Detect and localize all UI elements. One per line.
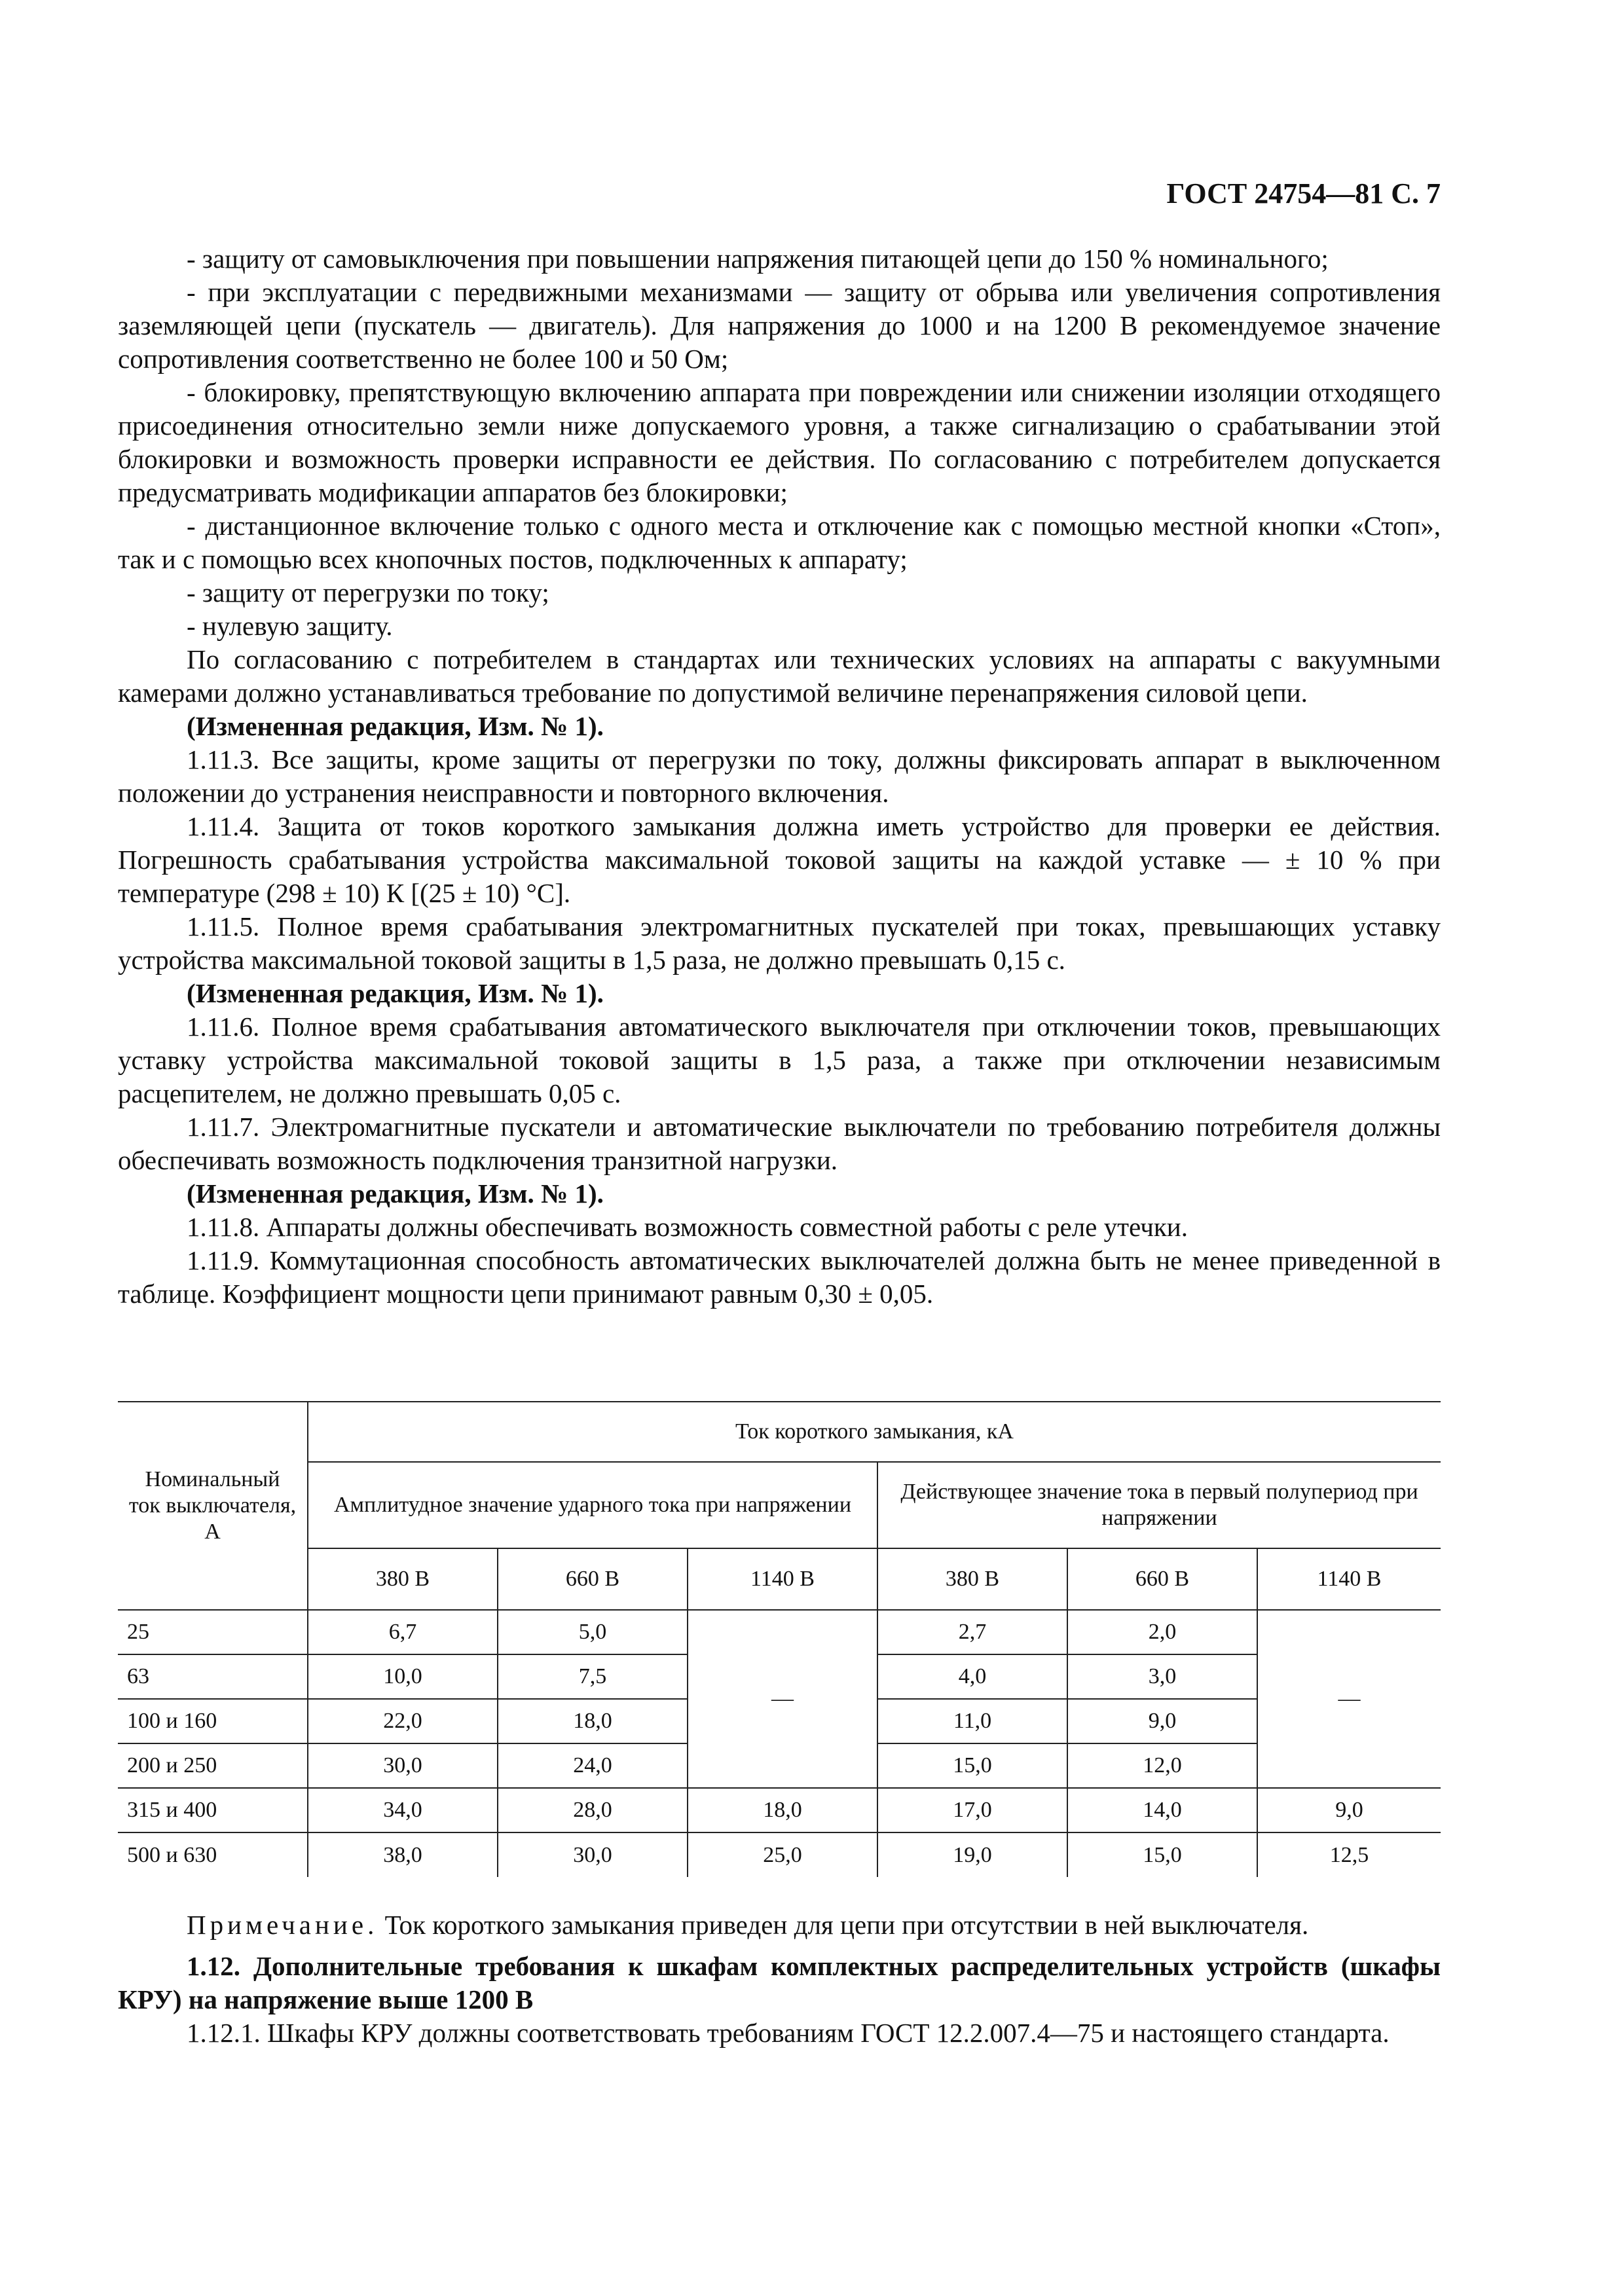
- cell-value: 2,0: [1067, 1610, 1257, 1654]
- cell-value: 25,0: [688, 1832, 877, 1877]
- table-row: [118, 1788, 1441, 1832]
- cell-value: 18,0: [498, 1699, 688, 1743]
- cell-value: 7,5: [498, 1654, 688, 1699]
- cell-value: 38,0: [308, 1832, 498, 1877]
- lower-text: [118, 1908, 1441, 2050]
- cell-value: 6,7: [308, 1610, 498, 1654]
- paragraph: 1.11.7. Электромагнитные пускатели и автоматические выключатели по требованию потребителя должны обеспечивать возможность подключения транзитной нагрузки.: [118, 1112, 1441, 1175]
- cell-value: 3,0: [1067, 1654, 1257, 1699]
- amendment-note: (Измененная редакция, Изм. № 1).: [187, 711, 604, 741]
- cell-value: 11,0: [877, 1699, 1067, 1743]
- section-title: 1.12. Дополнительные требования к шкафам комплектных распределительных устройств (шкафы КРУ) на напряжение выше 1200 В: [118, 1951, 1441, 2014]
- table-row: [118, 1832, 1441, 1877]
- paragraph: 1.12.1. Шкафы КРУ должны соответствовать требованиям ГОСТ 12.2.007.4—75 и настоящего стандарта.: [187, 2018, 1390, 2048]
- header-voltage: 380 В: [308, 1548, 498, 1610]
- cell-rated: 25: [127, 1620, 149, 1644]
- cell-value: 30,0: [498, 1832, 688, 1877]
- cell-value: 28,0: [498, 1788, 688, 1832]
- amendment-note: (Измененная редакция, Изм. № 1).: [187, 978, 604, 1008]
- paragraph: 1.11.6. Полное время срабатывания автоматического выключателя при отключении токов, превышающих уставку устройства максимальной токовой защиты в 1,5 раза, а также при отключении независимым расцепителем, не должно превышать 0,05 с.: [118, 1011, 1441, 1108]
- cell-value: 12,0: [1067, 1743, 1257, 1788]
- cell-rated: 63: [118, 1654, 308, 1699]
- cell-value: 17,0: [877, 1788, 1067, 1832]
- page-header: ГОСТ 24754—81 С. 7: [1166, 177, 1441, 210]
- paragraph: 1.11.5. Полное время срабатывания электромагнитных пускателей при токах, превышающих уставку устройства максимальной токовой защиты в 1,5 раза, не должно превышать 0,15 с.: [118, 911, 1441, 975]
- cell-value: 30,0: [308, 1743, 498, 1788]
- paragraph: 1.11.9. Коммутационная способность автоматических выключателей должна быть не менее приведенной в таблице. Коэффициент мощности цепи принимают равным 0,30 ± 0,05.: [118, 1245, 1441, 1309]
- table-note: [118, 1908, 1441, 1942]
- cell-rated: 315 и 400: [118, 1788, 308, 1832]
- cell-rated: 500 и 630: [118, 1832, 308, 1877]
- paragraph: - защиту от перегрузки по току;: [187, 577, 549, 608]
- paragraph: - блокировку, препятствующую включению аппарата при повреждении или снижении изоляции отходящего присоединения относительно земли ниже допускаемого уровня, а также сигнализацию о срабатывании этой блокировки и возможность проверки исправности ее действия. По согласованию с потребителем допускается предусматривать модификации аппаратов без блокировки;: [118, 377, 1441, 507]
- paragraph: 1.11.3. Все защиты, кроме защиты от перегрузки по току, должны фиксировать аппарат в выключенном положении до устранения неисправности и повторного включения.: [118, 744, 1441, 808]
- header-peak-current: Амплитудное значение ударного тока при напряжении: [308, 1462, 877, 1548]
- table-row: [118, 1610, 1441, 1654]
- paragraph: 1.11.4. Защита от токов короткого замыкания должна иметь устройство для проверки ее действия. Погрешность срабатывания устройства максимальной токовой защиты на каждой уставке — ± 10 % при температуре (298 ± 10) К [(25 ± 10) °C].: [118, 811, 1441, 908]
- header-short-circuit: Ток короткого замыкания, кА: [308, 1402, 1441, 1462]
- note-text: Ток короткого замыкания приведен для цепи при отсутствии в ней выключателя.: [378, 1910, 1309, 1940]
- cell-value: 10,0: [308, 1654, 498, 1699]
- amendment-note: (Измененная редакция, Изм. № 1).: [187, 1178, 604, 1209]
- cell-dash: —: [688, 1610, 877, 1788]
- cell-value: 22,0: [308, 1699, 498, 1743]
- header-rms-current: Действующее значение тока в первый полупериод при напряжении: [877, 1462, 1441, 1548]
- cell-value: 24,0: [498, 1743, 688, 1788]
- paragraph: 1.11.8. Аппараты должны обеспечивать возможность совместной работы с реле утечки.: [187, 1212, 1188, 1242]
- header-voltage: 1140 В: [1257, 1548, 1441, 1610]
- note-label: Примечание.: [187, 1910, 378, 1940]
- header-voltage: 380 В: [877, 1548, 1067, 1610]
- header-rated-current: Номинальный ток выключателя, А: [118, 1402, 308, 1610]
- cell-value: 34,0: [308, 1788, 498, 1832]
- cell-value: 14,0: [1067, 1788, 1257, 1832]
- paragraph: По согласованию с потребителем в стандартах или технических условиях на аппараты с вакуумными камерами должно устанавливаться требование по допустимой величине перенапряжения силовой цепи.: [118, 644, 1441, 708]
- cell-rated: 200 и 250: [118, 1743, 308, 1788]
- cell-value: 15,0: [1067, 1832, 1257, 1877]
- cell-value: 2,7: [877, 1610, 1067, 1654]
- cell-dash: —: [1257, 1610, 1441, 1788]
- cell-value: 18,0: [688, 1788, 877, 1832]
- paragraph: - при эксплуатации с передвижными механизмами — защиту от обрыва или увеличения сопротивления заземляющей цепи (пускатель — двигатель). Для напряжения до 1000 и на 1200 В рекомендуемое значение сопротивления соответственно не более 100 и 50 Ом;: [118, 277, 1441, 374]
- paragraph: - нулевую защиту.: [187, 611, 393, 641]
- cell-value: 9,0: [1257, 1788, 1441, 1832]
- paragraph: - дистанционное включение только с одного места и отключение как с помощью местной кнопки «Стоп», так и с помощью всех кнопочных постов, подключенных к аппарату;: [118, 511, 1441, 574]
- cell-rated: 100 и 160: [118, 1699, 308, 1743]
- cell-value: 9,0: [1067, 1699, 1257, 1743]
- paragraph: - защиту от самовыключения при повышении напряжения питающей цепи до 150 % номинального;: [187, 244, 1329, 274]
- cell-value: 19,0: [877, 1832, 1067, 1877]
- cell-value: 5,0: [498, 1610, 688, 1654]
- cell-value: 15,0: [877, 1743, 1067, 1788]
- body-text: [118, 242, 1441, 1311]
- cell-value: 12,5: [1257, 1832, 1441, 1877]
- breaking-capacity-table: [118, 1401, 1441, 1877]
- cell-value: 4,0: [877, 1654, 1067, 1699]
- header-voltage: 660 В: [1067, 1548, 1257, 1610]
- header-voltage: 660 В: [498, 1548, 688, 1610]
- header-voltage: 1140 В: [688, 1548, 877, 1610]
